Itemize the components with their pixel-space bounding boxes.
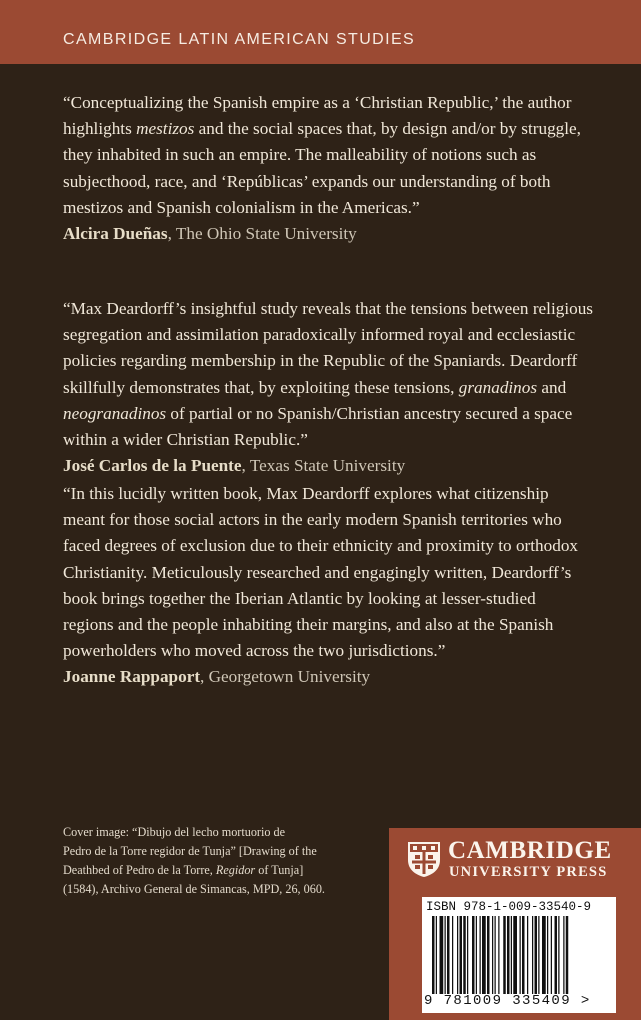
endorser-attribution (63, 453, 623, 479)
barcode-bar (467, 916, 468, 994)
quote-line: “Max Deardorff’s insightful study reveals that the tensions between religious (63, 299, 593, 318)
barcode-bar (492, 916, 493, 994)
barcode-bar (527, 916, 528, 994)
quote-line: mestizos and Spanish colonialism in the Americas.” (63, 197, 420, 217)
barcode-bar (498, 916, 499, 994)
series-band (0, 0, 641, 64)
barcode-bar (513, 916, 517, 994)
barcode-bar (558, 916, 559, 994)
endorser-name: Joanne Rappaport (63, 667, 201, 687)
endorsement-1 (63, 90, 623, 247)
series-title: CAMBRIDGE LATIN AMERICAN STUDIES (63, 31, 416, 48)
barcode-bar (522, 916, 525, 994)
quote-line: “In this lucidly written book, Max Deardorff explores what citizenship (63, 484, 549, 503)
barcode-bar (447, 916, 450, 994)
barcode-bar (445, 916, 446, 994)
quote-line: faced degrees of exclusion due to their ethnicity and proximity to orthodox (63, 536, 579, 556)
barcode-bars (432, 916, 608, 994)
quote-line: subjecthood, race, and ‘Repúblicas’ expands our understanding of both (63, 171, 551, 191)
quote-line: neogranadinos of partial or no Spanish/Christian ancestry secured a space (63, 403, 573, 423)
barcode-bar (463, 916, 466, 994)
quote-line: within a wider Christian Republic.” (63, 430, 308, 450)
credit-line: (1584), Archivo General de Simancas, MPD, 26, 060. (63, 882, 325, 896)
barcode-bar (476, 916, 477, 994)
isbn-label: ISBN 978-1-009-33540-9 (426, 900, 592, 914)
endorsement-3 (63, 481, 623, 691)
publisher-subtitle: UNIVERSITY PRESS (449, 864, 608, 880)
quote-line: they inhabited in such an empire. The malleability of notions such as (63, 145, 537, 165)
barcode-bar (538, 916, 539, 994)
quote-line: meant for those social actors in the early modern Spanish territories who (63, 510, 562, 530)
barcode-bar (551, 916, 552, 994)
barcode-digits (424, 993, 591, 1009)
barcode (422, 897, 616, 1013)
barcode-bar (460, 916, 463, 994)
barcode-bar (511, 916, 512, 994)
barcode-bar (480, 916, 481, 994)
barcode-bar (555, 916, 558, 994)
publisher-name: CAMBRIDGE (448, 837, 612, 864)
endorser-affiliation: , The Ohio State University (167, 224, 357, 244)
barcode-bar (440, 916, 444, 994)
quote-line: policies regarding membership in the Republic of the Spaniards. Deardorff (63, 351, 578, 371)
barcode-bar (532, 916, 533, 994)
endorser-affiliation: , Georgetown University (200, 667, 371, 687)
quote-line: Christianity. Meticulously researched and engagingly written, Deardorff’s (63, 562, 572, 582)
barcode-bar (457, 916, 458, 994)
cover-image-credit (63, 823, 363, 899)
credit-line: Pedro de la Torre regidor de Tunja” [Drawing of the (63, 844, 317, 858)
quote-line: book brings together the Iberian Atlantic by looking at lesser-studied (63, 588, 536, 608)
barcode-bar (436, 916, 437, 994)
barcode-number: 9 781009 335409 (424, 993, 572, 1009)
endorser-attribution (63, 664, 623, 690)
barcode-bar (520, 916, 521, 994)
quote-line: highlights mestizos and the social spaces that, by design and/or by struggle, (63, 119, 581, 139)
cambridge-shield-icon (406, 840, 442, 878)
endorser-name: José Carlos de la Puente (63, 456, 242, 476)
barcode-chevron: > (580, 993, 591, 1009)
barcode-bar (432, 916, 435, 994)
quote-line: regions and the people inhabiting their margins, and also at the Spanish (63, 615, 554, 635)
barcode-bar (547, 916, 548, 994)
barcode-bar (507, 916, 510, 994)
quote-line: powerholders who moved across the two jurisdictions.” (63, 641, 446, 661)
barcode-bar (503, 916, 506, 994)
barcode-bar (566, 916, 569, 994)
barcode-bar (542, 916, 546, 994)
quote-line: skillfully demonstrates that, by exploiting these tensions, granadinos and (63, 377, 567, 397)
quote-line: “Conceptualizing the Spanish empire as a ‘Christian Republic,’ the author (63, 93, 572, 112)
barcode-bar (452, 916, 453, 994)
barcode-bar (495, 916, 496, 994)
barcode-bar (563, 916, 564, 994)
credit-line: Cover image: “Dibujo del lecho mortuorio de (63, 825, 286, 839)
endorsement-2 (63, 296, 623, 479)
barcode-bar (487, 916, 490, 994)
endorser-attribution (63, 221, 623, 247)
publisher-block (389, 828, 641, 1020)
endorser-name: Alcira Dueñas (63, 224, 168, 244)
barcode-bar (535, 916, 538, 994)
credit-line: Deathbed of Pedro de la Torre, Regidor of Tunja] (63, 863, 304, 877)
endorser-affiliation: , Texas State University (241, 456, 406, 476)
quote-line: segregation and assimilation paradoxically informed royal and ecclesiastic (63, 325, 576, 345)
barcode-bar (482, 916, 486, 994)
barcode-bar (472, 916, 475, 994)
